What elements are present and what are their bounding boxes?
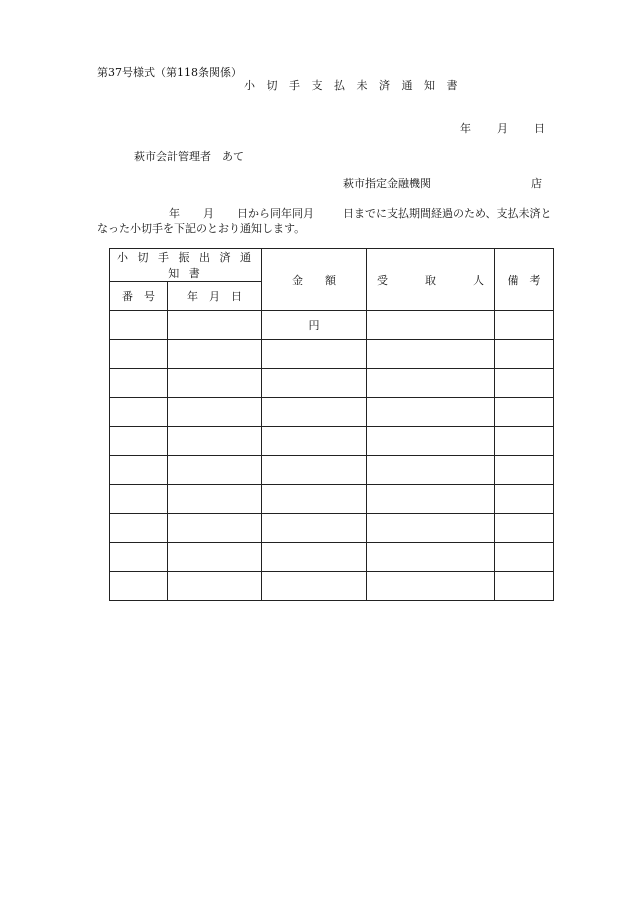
remarks-header: 備 考: [495, 249, 554, 311]
cell-recipient[interactable]: [367, 369, 495, 398]
body-day-text: 日から同年同月: [237, 207, 314, 220]
table-row: [110, 340, 554, 369]
cell-date[interactable]: [168, 514, 262, 543]
cell-number[interactable]: [110, 514, 168, 543]
cell-number[interactable]: [110, 572, 168, 601]
sender-bank: 萩市指定金融機関: [343, 177, 431, 190]
cell-remarks[interactable]: [495, 543, 554, 572]
table-row: [110, 456, 554, 485]
body-year: 年: [169, 207, 180, 220]
cell-number[interactable]: [110, 485, 168, 514]
cell-recipient[interactable]: [367, 311, 495, 340]
recipient-header-1: 受: [377, 273, 389, 287]
cell-number[interactable]: [110, 369, 168, 398]
cell-remarks[interactable]: [495, 398, 554, 427]
cell-recipient[interactable]: [367, 340, 495, 369]
cell-amount[interactable]: [262, 456, 367, 485]
cell-amount[interactable]: [262, 514, 367, 543]
cell-recipient[interactable]: [367, 572, 495, 601]
table-row: [110, 485, 554, 514]
cell-remarks[interactable]: [495, 456, 554, 485]
cell-remarks[interactable]: [495, 311, 554, 340]
recipient-header: [367, 249, 495, 311]
table-row: [110, 311, 554, 340]
table-row: [110, 543, 554, 572]
body-month: 月: [203, 207, 214, 220]
cell-recipient[interactable]: [367, 398, 495, 427]
cell-amount[interactable]: [262, 485, 367, 514]
cell-number[interactable]: [110, 340, 168, 369]
body-rest: 日までに支払期間経過のため、支払未済と: [343, 207, 552, 220]
table-row: [110, 427, 554, 456]
cell-amount[interactable]: [262, 427, 367, 456]
cell-recipient[interactable]: [367, 543, 495, 572]
table-row: [110, 369, 554, 398]
date-header: 年 月 日: [168, 282, 262, 311]
cell-remarks[interactable]: [495, 369, 554, 398]
cell-date[interactable]: [168, 485, 262, 514]
cell-date[interactable]: [168, 398, 262, 427]
cell-remarks[interactable]: [495, 340, 554, 369]
cell-number[interactable]: [110, 456, 168, 485]
cell-date[interactable]: [168, 572, 262, 601]
cell-number[interactable]: [110, 427, 168, 456]
table-row: [110, 572, 554, 601]
cell-amount[interactable]: [262, 398, 367, 427]
cell-recipient[interactable]: [367, 514, 495, 543]
recipient-header-2: 取: [425, 273, 437, 287]
cell-remarks[interactable]: [495, 485, 554, 514]
date-year-label: 年: [460, 122, 471, 135]
cell-date[interactable]: [168, 543, 262, 572]
table-row: [110, 514, 554, 543]
cell-amount[interactable]: [262, 369, 367, 398]
document-title: 小 切 手 支 払 未 済 通 知 書: [244, 79, 462, 92]
cell-number[interactable]: [110, 311, 168, 340]
cell-amount[interactable]: [262, 340, 367, 369]
cell-date[interactable]: [168, 427, 262, 456]
amount-header: 金 額: [262, 249, 367, 311]
recipient-header-3: 人: [473, 273, 485, 287]
cell-date[interactable]: [168, 311, 262, 340]
cell-number[interactable]: [110, 543, 168, 572]
currency-unit: 円: [308, 319, 320, 332]
cell-number[interactable]: [110, 398, 168, 427]
cell-remarks[interactable]: [495, 427, 554, 456]
group-header: 小 切 手 振 出 済 通 知 書: [110, 249, 262, 282]
cell-remarks[interactable]: [495, 514, 554, 543]
cell-remarks[interactable]: [495, 572, 554, 601]
form-number: 第37号様式（第118条関係）: [97, 66, 242, 79]
cell-amount[interactable]: [262, 543, 367, 572]
cell-recipient[interactable]: [367, 485, 495, 514]
cell-recipient[interactable]: [367, 456, 495, 485]
body-line-2: なった小切手を下記のとおり通知します。: [97, 222, 306, 235]
date-day-label: 日: [534, 122, 545, 135]
cell-amount[interactable]: [262, 572, 367, 601]
number-header: 番 号: [110, 282, 168, 311]
addressee: 萩市会計管理者 あて: [134, 150, 244, 163]
cell-date[interactable]: [168, 340, 262, 369]
cell-date[interactable]: [168, 456, 262, 485]
sender-branch-suffix: 店: [531, 177, 542, 190]
table-row: [110, 398, 554, 427]
cell-amount[interactable]: [262, 311, 367, 340]
date-month-label: 月: [497, 122, 508, 135]
cell-date[interactable]: [168, 369, 262, 398]
check-table: [109, 248, 554, 601]
cell-recipient[interactable]: [367, 427, 495, 456]
